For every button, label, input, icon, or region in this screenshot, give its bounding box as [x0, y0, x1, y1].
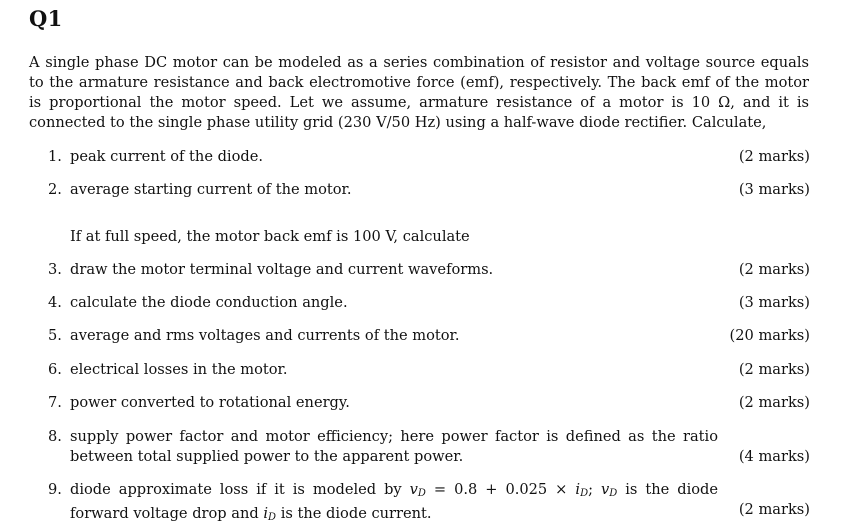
question-item-1 — [48, 147, 810, 167]
question-text: electrical losses in the motor. — [70, 361, 288, 378]
sub-instruction: If at full speed, the motor back emf is 100 V, calculate — [70, 228, 470, 245]
question-text: calculate the diode conduction angle. — [70, 294, 348, 311]
question-text: peak current of the diode. — [70, 148, 264, 165]
question-text: power converted to rotational energy. — [70, 394, 350, 411]
question-number: 6. — [48, 361, 62, 378]
question-marks: (2 marks) — [738, 261, 810, 278]
question-item-9 — [48, 480, 810, 528]
question-marks: (3 marks) — [738, 294, 810, 311]
question-number: 5. — [48, 327, 62, 344]
question-item-5 — [48, 326, 810, 346]
question-marks: (2 marks) — [738, 394, 810, 411]
question-number: 9. — [48, 481, 62, 498]
question-item-2 — [48, 180, 810, 200]
question-number: 1. — [48, 148, 62, 165]
question-text: diode approximate loss if it is modeled by vD = 0.8 + 0.025 × iD; vD is the diode forward voltage drop and iD is the diode current. — [70, 481, 718, 523]
question-item-3 — [48, 260, 810, 280]
question-marks: (2 marks) — [738, 148, 810, 165]
question-text: draw the motor terminal voltage and current waveforms. — [70, 261, 494, 278]
question-marks: (20 marks) — [729, 327, 810, 344]
question-text: average starting current of the motor. — [70, 181, 352, 198]
question-marks: (2 marks) — [738, 361, 810, 378]
question-item-8 — [48, 427, 810, 467]
question-number: 7. — [48, 394, 62, 411]
question-marks: (4 marks) — [738, 448, 810, 465]
question-text: supply power factor and motor efficiency; here power factor is defined as the ratio between total supplied power to the apparent power. — [70, 428, 718, 465]
question-number: 8. — [48, 428, 62, 445]
question-item-6 — [48, 360, 810, 380]
question-item-4 — [48, 293, 810, 313]
question-heading: Q1 — [29, 6, 63, 31]
question-number: 4. — [48, 294, 62, 311]
question-marks: (3 marks) — [738, 181, 810, 198]
question-item-7 — [48, 393, 810, 413]
question-number: 2. — [48, 181, 62, 198]
problem-statement: A single phase DC motor can be modeled as a series combination of resistor and voltage source equals to the armature resistance and back electromotive force (emf), respectively. The back emf of the motor is proportional the motor speed. Let we assume, armature resistance of a motor is 10 Ω, and it is connected to the single phase utility grid (230 V/50 Hz) using a half-wave diode rectifier. Calculate, — [29, 54, 809, 131]
question-number: 3. — [48, 261, 62, 278]
question-text: average and rms voltages and currents of the motor. — [70, 327, 460, 344]
question-marks: (2 marks) — [738, 501, 810, 518]
